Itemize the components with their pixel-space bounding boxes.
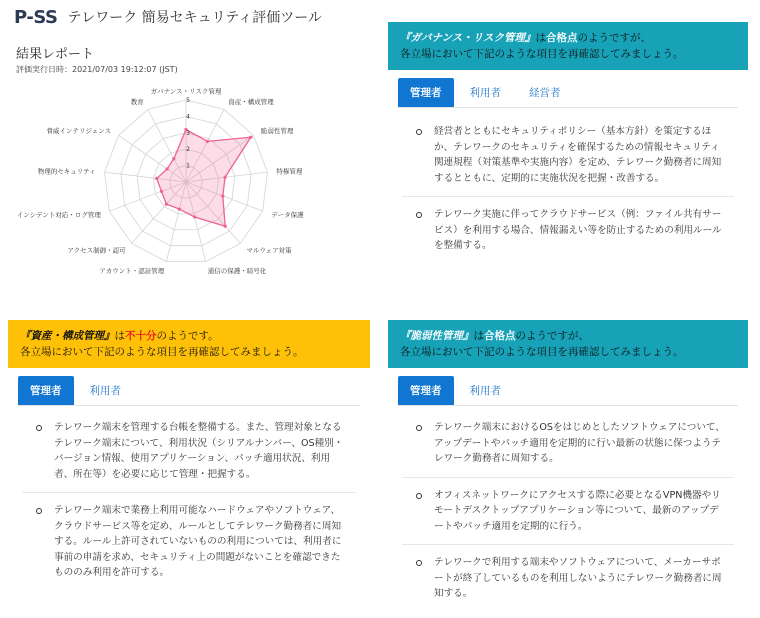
radar-tick-label: 4 bbox=[186, 113, 190, 121]
tab-admin[interactable]: 管理者 bbox=[398, 376, 454, 405]
vulnerability-suffix: のようですが、 bbox=[515, 330, 589, 342]
radar-category-label: 資産・構成管理 bbox=[228, 97, 274, 106]
asset-tabs bbox=[18, 376, 360, 406]
asset-suffix: のようです。 bbox=[156, 330, 219, 342]
app-header bbox=[14, 6, 322, 28]
radar-category-label: 脆弱性管理 bbox=[260, 126, 294, 135]
asset-header-line1 bbox=[20, 328, 358, 344]
radar-tick-label: 2 bbox=[186, 146, 190, 154]
governance-title: 『ガバナンス・リスク管理』 bbox=[400, 32, 536, 44]
radar-data-point bbox=[206, 140, 209, 143]
radar-category-label: 特権管理 bbox=[276, 167, 303, 176]
radar-category-label: 通信の保護・暗号化 bbox=[207, 266, 267, 275]
tab-executive[interactable]: 経営者 bbox=[529, 87, 561, 99]
radar-data-point bbox=[224, 225, 227, 228]
governance-panel-header bbox=[388, 22, 748, 70]
radar-data-point bbox=[249, 136, 252, 139]
evaluation-timestamp: 評価実行日時：2021/07/03 19:12:07 (JST) bbox=[16, 65, 178, 74]
radar-category-label: インシデント対応・ログ管理 bbox=[16, 210, 101, 219]
tab-admin[interactable]: 管理者 bbox=[18, 376, 74, 405]
governance-item-list bbox=[402, 114, 734, 264]
tab-user[interactable]: 利用者 bbox=[469, 87, 501, 99]
report-heading: 結果レポート bbox=[16, 47, 95, 62]
vulnerability-title: 『脆弱性管理』 bbox=[400, 330, 474, 342]
vulnerability-wa: は bbox=[473, 330, 484, 342]
pss-logo: P-SS bbox=[14, 6, 58, 28]
radar-series-area bbox=[157, 130, 251, 227]
radar-data-point bbox=[193, 215, 196, 218]
list-item: テレワーク端末を管理する台帳を整備する。また、管理対象となるテレワーク端末について、利用状況（シリアルナンバー、OS種別・バージョン情報、使用アプリケーション、パッチ適用状況、利用者、所在等）を必要に応じて管理・把握する。 bbox=[22, 410, 356, 493]
radar-category-label: アクセス制御・認可 bbox=[67, 246, 126, 255]
radar-chart-svg bbox=[0, 84, 380, 284]
governance-suffix: のようですが、 bbox=[577, 32, 651, 44]
radar-category-label: マルウェア対策 bbox=[246, 246, 292, 255]
radar-data-point bbox=[172, 157, 175, 160]
vulnerability-item-list bbox=[402, 410, 734, 612]
list-item: テレワーク実施に伴ってクラウドサービス（例：ファイル共有サービス）を利用する場合、情報漏えい等を防止するための利用ルールを整備する。 bbox=[402, 197, 734, 264]
asset-status: 不十分 bbox=[125, 330, 157, 342]
radar-chart bbox=[0, 84, 380, 284]
list-item: テレワークで利用する端末やソフトウェアについて、メーカーサポートが終了しているものを利用しないようにテレワーク勤務者に周知する。 bbox=[402, 545, 734, 612]
vulnerability-tabs bbox=[398, 376, 738, 406]
radar-category-label: 物理的セキュリティ bbox=[37, 167, 96, 176]
asset-panel-header bbox=[8, 320, 370, 368]
radar-data-point bbox=[160, 190, 163, 193]
governance-tabs bbox=[398, 78, 738, 108]
asset-title: 『資産・構成管理』 bbox=[20, 330, 115, 342]
governance-header-line2: 各立場において下記のような項目を再確認してみましょう。 bbox=[400, 48, 684, 60]
radar-category-label: 脅威インテリジェンス bbox=[46, 126, 112, 135]
radar-tick-label: 1 bbox=[186, 162, 190, 170]
asset-item-list bbox=[22, 410, 356, 591]
tab-admin[interactable]: 管理者 bbox=[398, 78, 454, 107]
list-item: オフィスネットワークにアクセスする際に必要となるVPN機器やリモートデスクトップアプリケーション等について、最新のアップデートやパッチ適用を定期的に行う。 bbox=[402, 478, 734, 546]
vulnerability-status: 合格点 bbox=[484, 330, 516, 342]
list-item: テレワーク端末におけるOSをはじめとしたソフトウェアについて、アップデートやパッチ適用を定期的に行い最新の状態に保つようテレワーク勤務者に周知する。 bbox=[402, 410, 734, 478]
list-item: 経営者とともにセキュリティポリシー（基本方針）を策定するほか、テレワークのセキュリティを確保するための情報セキュリティ関連規程（対策基準や実施内容）を定め、テレワーク勤務者に周知するとともに、定期的に実施状況を把握・改善する。 bbox=[402, 114, 734, 197]
vulnerability-panel bbox=[388, 320, 748, 618]
governance-header-line1 bbox=[400, 30, 736, 46]
asset-header-line2: 各立場において下記のような項目を再確認してみましょう。 bbox=[20, 346, 304, 358]
radar-category-label: 教育 bbox=[130, 97, 144, 106]
radar-data-point bbox=[221, 194, 224, 197]
app-title: テレワーク 簡易セキュリティ評価ツール bbox=[67, 10, 322, 26]
tab-user[interactable]: 利用者 bbox=[469, 385, 501, 397]
governance-status: 合格点 bbox=[545, 32, 578, 44]
radar-data-point bbox=[166, 167, 169, 170]
governance-wa: は bbox=[535, 32, 546, 44]
asset-wa: は bbox=[114, 330, 125, 342]
radar-tick-label: 5 bbox=[186, 97, 190, 104]
list-item: テレワーク端末で業務上利用可能なハードウェアやソフトウェア、クラウドサービス等を定め、ルールとしてテレワーク勤務者に周知する。ルール上許可されていないものの利用については、利用者に事前の申請を求め、セキュリティ上の問題がないことを確認できたもののみ利用を許可する。 bbox=[22, 493, 356, 591]
radar-data-point bbox=[178, 207, 181, 210]
tab-user[interactable]: 利用者 bbox=[89, 385, 121, 397]
governance-panel bbox=[388, 22, 748, 284]
radar-category-label: データ保護 bbox=[271, 210, 304, 219]
radar-data-point bbox=[155, 177, 158, 180]
vulnerability-panel-header bbox=[388, 320, 748, 368]
vulnerability-header-line1 bbox=[400, 328, 736, 344]
asset-panel bbox=[8, 320, 370, 618]
radar-data-point bbox=[223, 176, 226, 179]
radar-category-label: ガバナンス・リスク管理 bbox=[150, 87, 222, 96]
vulnerability-header-line2: 各立場において下記のような項目を再確認してみましょう。 bbox=[400, 346, 684, 358]
radar-tick-label: 3 bbox=[186, 129, 190, 137]
radar-category-label: アカウント・認証管理 bbox=[99, 266, 165, 275]
radar-data-point bbox=[165, 202, 168, 205]
